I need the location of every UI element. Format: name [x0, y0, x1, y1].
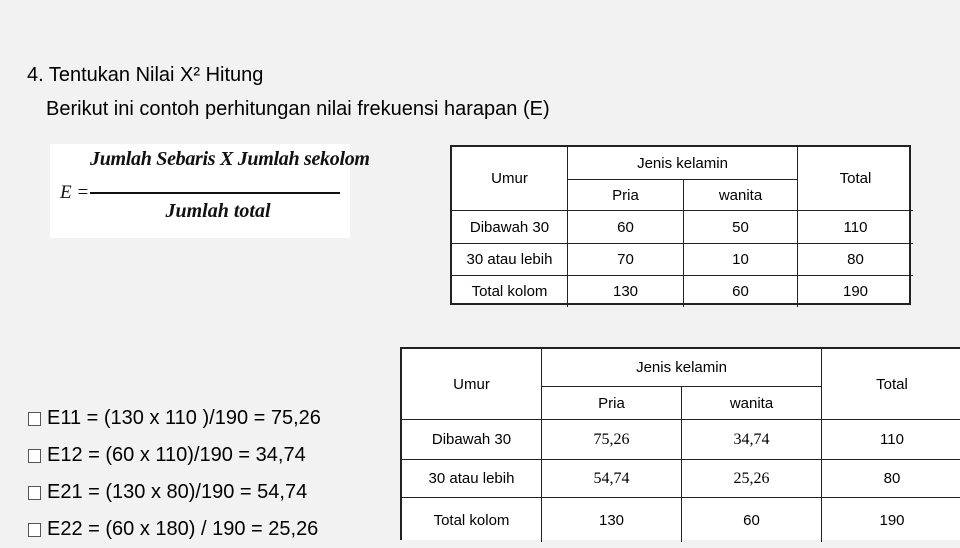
calculation-text: E12 = (60 x 110)/190 = 34,74 [47, 444, 306, 466]
row-label: 30 atau lebih [402, 460, 542, 498]
cell-wanita: 10 [684, 244, 798, 276]
calculation-text: E21 = (130 x 80)/190 = 54,74 [47, 481, 308, 503]
header-pria: Pria [568, 180, 684, 211]
header-pria: Pria [542, 387, 682, 420]
cell-total: 80 [798, 244, 913, 276]
cell-pria: 130 [542, 498, 682, 542]
calculation-item [28, 474, 321, 511]
calculation-text: E11 = (130 x 110 )/190 = 75,26 [47, 407, 321, 429]
calculation-list [28, 400, 321, 548]
cell-total: 110 [822, 420, 960, 460]
row-label: Dibawah 30 [452, 211, 568, 244]
fraction-bar [90, 192, 340, 194]
cell-wanita: 25,26 [682, 460, 822, 498]
calculation-item [28, 400, 321, 437]
bullet-icon [28, 449, 41, 463]
cell-pria: 70 [568, 244, 684, 276]
row-label: Total kolom [452, 276, 568, 307]
slide-title: 4. Tentukan Nilai X² Hitung [27, 64, 264, 86]
expected-frequency-table [400, 347, 960, 540]
header-jenis-kelamin: Jenis kelamin [542, 349, 822, 387]
cell-pria: 60 [568, 211, 684, 244]
formula-image [50, 144, 370, 238]
calculation-item [28, 437, 321, 474]
bullet-icon [28, 412, 41, 426]
cell-pria: 130 [568, 276, 684, 307]
cell-total: 80 [822, 460, 960, 498]
cell-pria: 54,74 [542, 460, 682, 498]
formula-lhs: E = [60, 182, 90, 203]
header-umur: Umur [452, 147, 568, 211]
cell-wanita: 50 [684, 211, 798, 244]
bullet-icon [28, 523, 41, 537]
header-jenis-kelamin: Jenis kelamin [568, 147, 798, 180]
row-label: Total kolom [402, 498, 542, 542]
cell-total: 110 [798, 211, 913, 244]
cell-pria: 75,26 [542, 420, 682, 460]
bullet-icon [28, 486, 41, 500]
cell-wanita: 34,74 [682, 420, 822, 460]
calculation-item [28, 511, 321, 548]
cell-wanita: 60 [684, 276, 798, 307]
cell-wanita: 60 [682, 498, 822, 542]
header-wanita: wanita [684, 180, 798, 211]
row-label: 30 atau lebih [452, 244, 568, 276]
formula-numerator: Jumlah Sebaris X Jumlah sekolom [90, 148, 370, 170]
calculation-text: E22 = (60 x 180) / 190 = 25,26 [47, 518, 319, 540]
observed-frequency-table [450, 145, 911, 305]
header-wanita: wanita [682, 387, 822, 420]
cell-total: 190 [879, 511, 905, 529]
formula-denominator: Jumlah total [165, 200, 271, 222]
cell-total: 190 [842, 283, 869, 300]
header-umur: Umur [402, 349, 542, 420]
header-total: Total [822, 349, 960, 420]
header-total: Total [798, 147, 913, 211]
slide-subtitle: Berikut ini contoh perhitungan nilai frekuensi harapan (E) [46, 98, 550, 120]
row-label: Dibawah 30 [402, 420, 542, 460]
